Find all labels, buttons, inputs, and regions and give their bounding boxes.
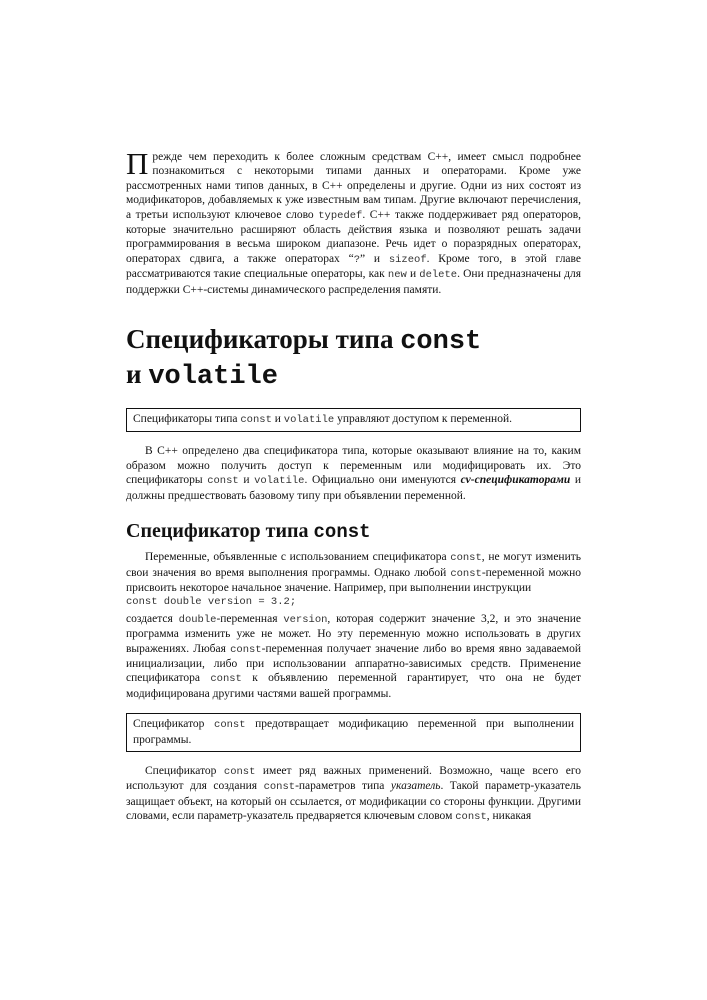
- callout-box-1: Спецификаторы типа const и volatile управляют доступом к переменной.: [126, 408, 581, 432]
- keyword-new: new: [387, 269, 407, 282]
- keyword-question: ?: [353, 253, 360, 266]
- document-page: [126, 146, 582, 825]
- keyword-typedef: typedef: [318, 209, 363, 222]
- callout-box-2: Спецификатор const предотвращает модификацию переменной при выполнении программы.: [126, 713, 581, 752]
- paragraph-cv: В С++ определено два спецификатора типа, которые оказывают влияние на то, каким образом можно получить доступ к переменным или модифицировать их. Это спецификаторы const и volatile. Официально они именуются cv-спецификаторами и должны предшествовать базовому типу при объявлении переменной.: [126, 445, 582, 502]
- intro-paragraph: Прежде чем переходить к более сложным средствам С++, имеет смысл подробнее познакомиться с некоторыми типами данных и операторами. Кроме уже рассмотренных нами типов данных, в С++ определены и другие. Одни из них состоят из модификаторов, добавляемых к уже известным вам типам. Другие включают перечисления, а третьи используют ключевое слово typedef. С++ также поддерживает ряд операторов, которые значительно расширяют область действия языка и позволяют решать задачи программирования в весьма широком диапазоне. Речь идет о поразрядных операторах, операторах сдвига, а также операторах “?” и sizeof. Кроме того, в этой главе рассматриваются такие специальные операторы, как new и delete. Они предназначены для поддержки С++-системы динамического распределения памяти.: [126, 146, 582, 296]
- paragraph-const-pointer: Спецификатор const имеет ряд важных применений. Возможно, чаще всего его используют для создания const-параметров типа указатель. Такой параметр-указатель защищает объект, на который он ссылается, от модификации со стороны функции. Другими словами, если параметр-указатель предваряется ключевым словом const, никакая: [126, 764, 582, 824]
- code-example: const double version = 3.2;: [126, 596, 297, 609]
- paragraph-const-intro: Переменные, объявленные с использованием спецификатора const, не могут изменить свои значения во время выполнения программы. Однако любой const-переменной можно присвоить некоторое начальное значение. Например, при выполнении инструкции: [126, 551, 582, 594]
- section-heading: Спецификаторы типа const и volatile: [126, 324, 482, 393]
- paragraph-const-explain: создается double-переменная version, которая содержит значение 3,2, и это значение программа изменить уже не может. Но эту переменную можно использовать в других выражениях. Любая const-переменная получает значение либо во время явно задаваемой инициализации, либо при использовании аппаратно-зависимых средств. Применение спецификатора const к объявлению переменной гарантирует, что она не будет модифицирована другими частями вашей программы.: [126, 612, 582, 700]
- subsection-heading: Спецификатор типа const: [126, 520, 371, 544]
- keyword-delete: delete: [419, 269, 458, 282]
- drop-cap: П: [126, 146, 149, 181]
- keyword-sizeof: sizeof: [388, 253, 427, 266]
